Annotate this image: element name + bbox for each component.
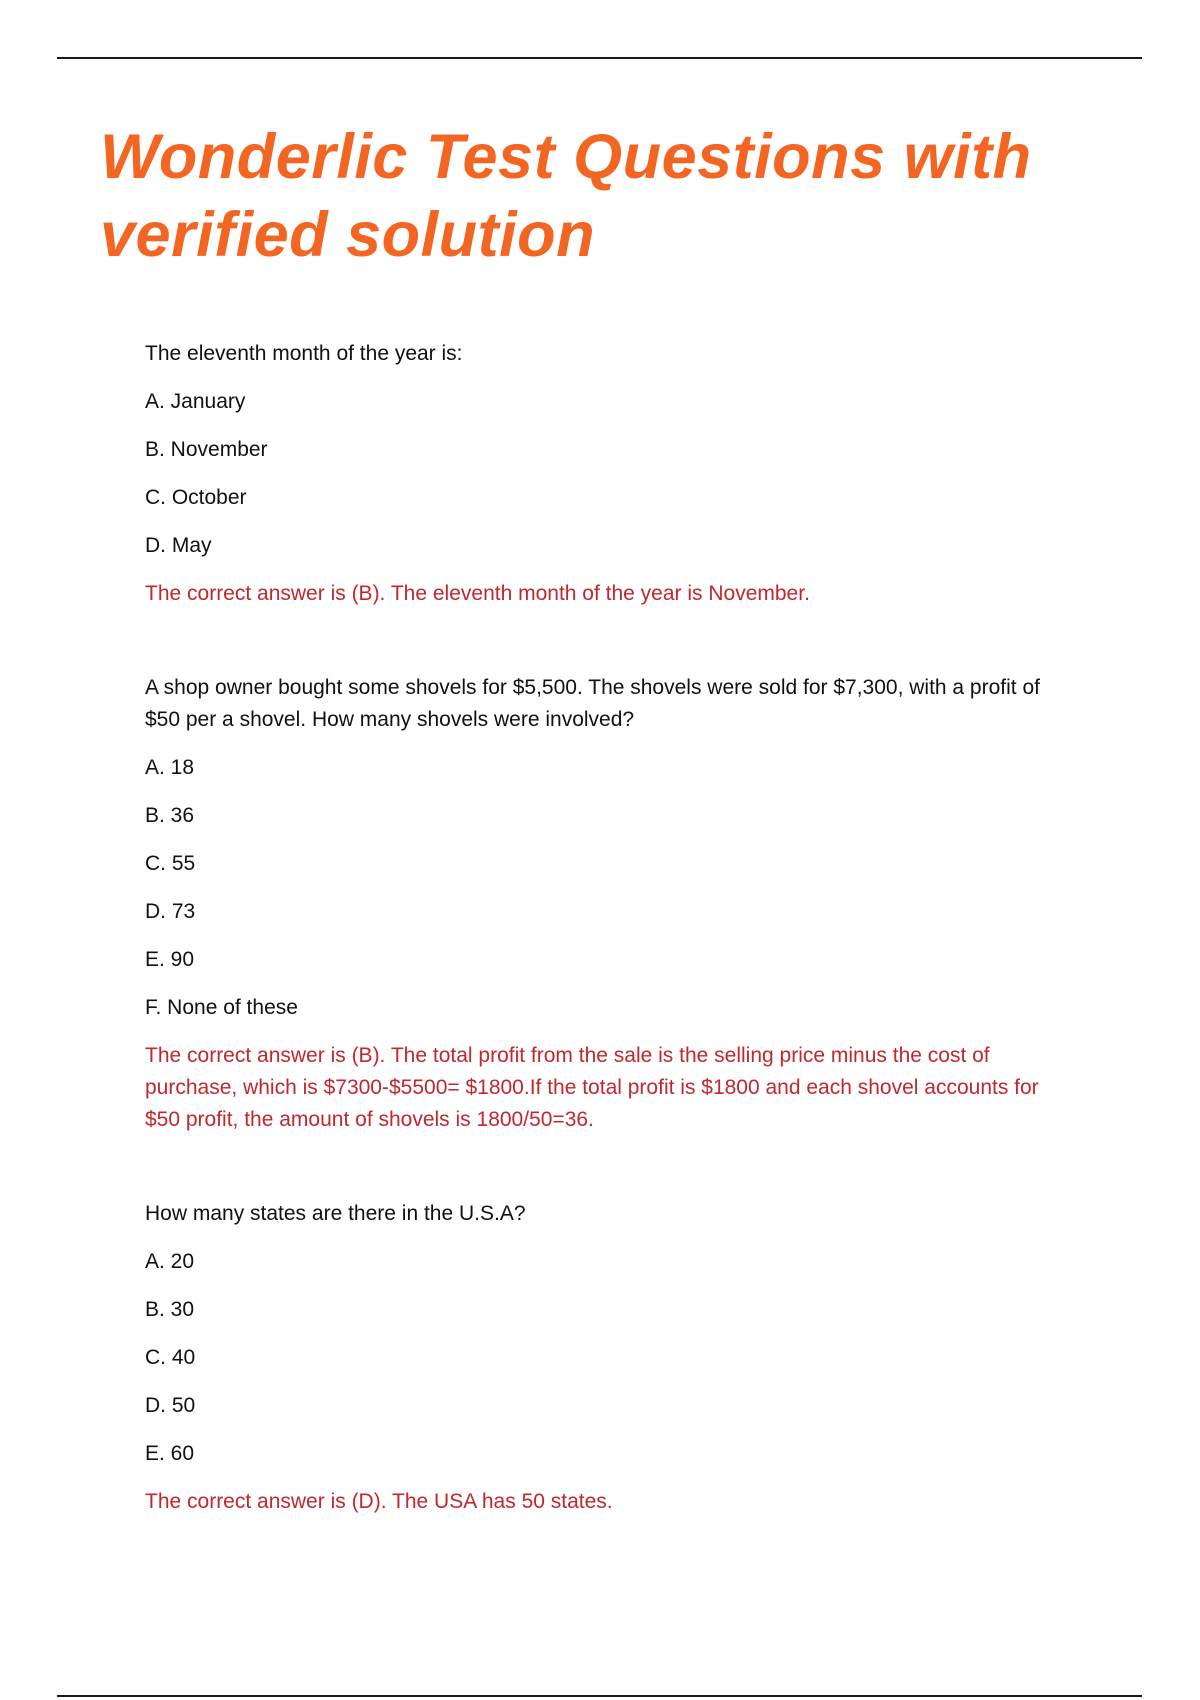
- option-b: B. 30: [145, 1298, 195, 1321]
- option-e: E. 60: [145, 1442, 195, 1465]
- option-c: C. October: [145, 486, 247, 509]
- question-text: The eleventh month of the year is:: [145, 342, 463, 365]
- question-text: How many states are there in the U.S.A?: [145, 1202, 526, 1225]
- header-rule: [57, 57, 1142, 59]
- answer-explanation: The correct answer is (B). The total profit from the sale is the selling price minus the cost of purchase, which is $7300-$5500= $1800.If the total profit is $1800 and each shovel accounts for $50 profit, the amount of shovels is 1800/50=36.: [145, 1044, 1039, 1131]
- answer-explanation: The correct answer is (D). The USA has 50 states.: [145, 1490, 613, 1513]
- option-c: C. 40: [145, 1346, 196, 1369]
- title-line-1: Wonderlic Test Questions with: [100, 122, 1032, 192]
- question-text: A shop owner bought some shovels for $5,500. The shovels were sold for $7,300, with a profit of $50 per a shovel. How many shovels were involved?: [145, 676, 1040, 731]
- questions-container: [145, 338, 1075, 1580]
- option-c: C. 55: [145, 852, 196, 875]
- question-block-3: [145, 1198, 1075, 1518]
- title-line-2: verified solution: [100, 200, 596, 270]
- document-title: [100, 118, 1140, 274]
- option-d: D. May: [145, 534, 212, 557]
- option-a: A. 18: [145, 756, 195, 779]
- option-b: B. November: [145, 438, 268, 461]
- option-f: F. None of these: [145, 996, 298, 1019]
- question-block-1: [145, 338, 1075, 610]
- option-d: D. 50: [145, 1394, 196, 1417]
- option-a: A. January: [145, 390, 246, 413]
- footer-rule: [57, 1695, 1142, 1697]
- option-b: B. 36: [145, 804, 195, 827]
- question-block-2: [145, 672, 1075, 1136]
- answer-explanation: The correct answer is (B). The eleventh month of the year is November.: [145, 582, 810, 605]
- option-e: E. 90: [145, 948, 195, 971]
- option-a: A. 20: [145, 1250, 195, 1273]
- option-d: D. 73: [145, 900, 196, 923]
